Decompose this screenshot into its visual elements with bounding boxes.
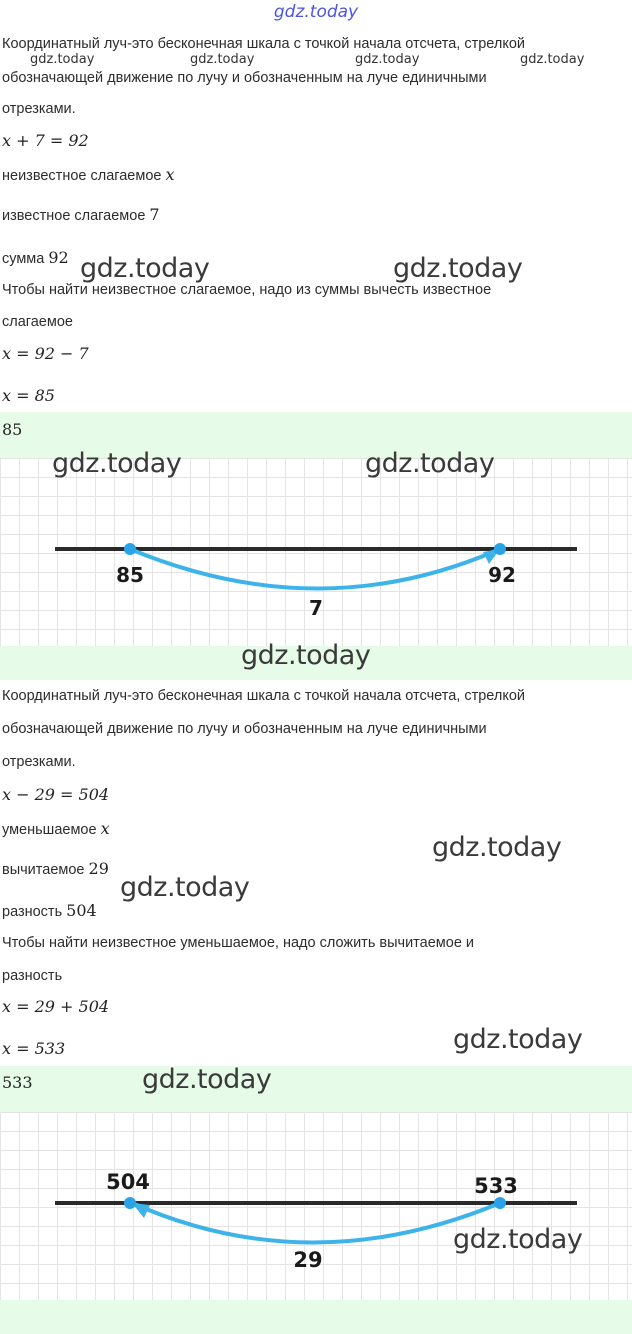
rule-line-1: Чтобы найти неизвестное слагаемое, надо из суммы вычесть известное bbox=[2, 282, 492, 298]
subtrahend-line bbox=[2, 859, 109, 878]
minuend-line bbox=[2, 819, 110, 838]
start-label: 504 bbox=[106, 1170, 150, 1194]
bottom-band bbox=[0, 1300, 632, 1334]
arc-label: 29 bbox=[293, 1248, 323, 1272]
definition-line-3: отрезками. bbox=[2, 754, 76, 770]
difference-label: разность bbox=[2, 904, 63, 920]
jump-arc bbox=[132, 1203, 500, 1243]
watermark-small: gdz.today bbox=[190, 52, 255, 67]
equation: x − 29 = 504 bbox=[2, 785, 110, 804]
subtrahend-value: 29 bbox=[88, 859, 109, 878]
difference-line bbox=[2, 901, 97, 920]
watermark: gdz.today bbox=[241, 640, 371, 671]
sum-value: 92 bbox=[48, 248, 69, 267]
rule-line-2: слагаемое bbox=[2, 314, 73, 330]
watermark: gdz.today bbox=[453, 1024, 583, 1055]
unknown-addend-var: x bbox=[165, 165, 175, 184]
definition-line-1: Координатный луч-это бесконечная шкала с точкой начала отсчета, стрелкой bbox=[2, 688, 525, 704]
watermark-small: gdz.today bbox=[520, 52, 585, 67]
watermark: gdz.today bbox=[52, 448, 182, 479]
equation: x + 7 = 92 bbox=[2, 131, 89, 150]
definition-line-2: обозначающей движение по лучу и обозначенным на луче единичными bbox=[2, 70, 487, 86]
ray-diagram-2 bbox=[0, 1112, 632, 1300]
known-addend-line bbox=[2, 205, 160, 224]
minuend-label: уменьшаемое bbox=[2, 822, 97, 838]
unknown-addend-line bbox=[2, 165, 175, 184]
sum-line bbox=[2, 248, 69, 267]
coordinate-ray-1 bbox=[0, 458, 632, 646]
watermark: gdz.today bbox=[80, 253, 210, 284]
minuend-var: x bbox=[100, 819, 110, 838]
answer-box bbox=[0, 1066, 632, 1112]
watermark: gdz.today bbox=[142, 1064, 272, 1095]
known-addend-label: известное слагаемое bbox=[2, 208, 146, 224]
solution-step-1: x = 29 + 504 bbox=[2, 997, 110, 1016]
watermark-small: gdz.today bbox=[355, 52, 420, 67]
end-label: 533 bbox=[474, 1174, 518, 1198]
jump-arc bbox=[130, 549, 500, 589]
sum-label: сумма bbox=[2, 251, 45, 267]
definition-line-1: Координатный луч-это бесконечная шкала с точкой начала отсчета, стрелкой bbox=[2, 36, 525, 52]
site-brand[interactable]: gdz.today bbox=[273, 2, 359, 22]
watermark-small: gdz.today bbox=[30, 52, 95, 67]
answer-value: 533 bbox=[2, 1073, 33, 1092]
end-label: 92 bbox=[488, 563, 516, 587]
end-point bbox=[494, 1197, 506, 1209]
solution-step-2: x = 85 bbox=[2, 386, 55, 405]
coordinate-ray-2 bbox=[0, 1112, 632, 1300]
definition-line-2: обозначающей движение по лучу и обозначенным на луче единичными bbox=[2, 721, 487, 737]
end-point bbox=[494, 543, 506, 555]
subtrahend-label: вычитаемое bbox=[2, 862, 85, 878]
known-addend-value: 7 bbox=[149, 205, 160, 224]
arc-label: 7 bbox=[309, 596, 323, 620]
rule-line-2: разность bbox=[2, 968, 63, 984]
solution-step-2: x = 533 bbox=[2, 1039, 66, 1058]
watermark: gdz.today bbox=[432, 832, 562, 863]
start-label: 85 bbox=[116, 563, 144, 587]
rule-line-1: Чтобы найти неизвестное уменьшаемое, надо сложить вычитаемое и bbox=[2, 935, 475, 951]
watermark: gdz.today bbox=[365, 448, 495, 479]
definition-line-3: отрезками. bbox=[2, 101, 76, 117]
solution-step-1: x = 92 − 7 bbox=[2, 344, 89, 363]
watermark: gdz.today bbox=[120, 872, 250, 903]
start-point bbox=[124, 1197, 136, 1209]
ray-diagram-1 bbox=[0, 458, 632, 646]
answer-value: 85 bbox=[2, 420, 23, 439]
watermark: gdz.today bbox=[453, 1224, 583, 1255]
difference-value: 504 bbox=[66, 901, 97, 920]
start-point bbox=[124, 543, 136, 555]
watermark: gdz.today bbox=[393, 253, 523, 284]
unknown-addend-label: неизвестное слагаемое bbox=[2, 168, 162, 184]
